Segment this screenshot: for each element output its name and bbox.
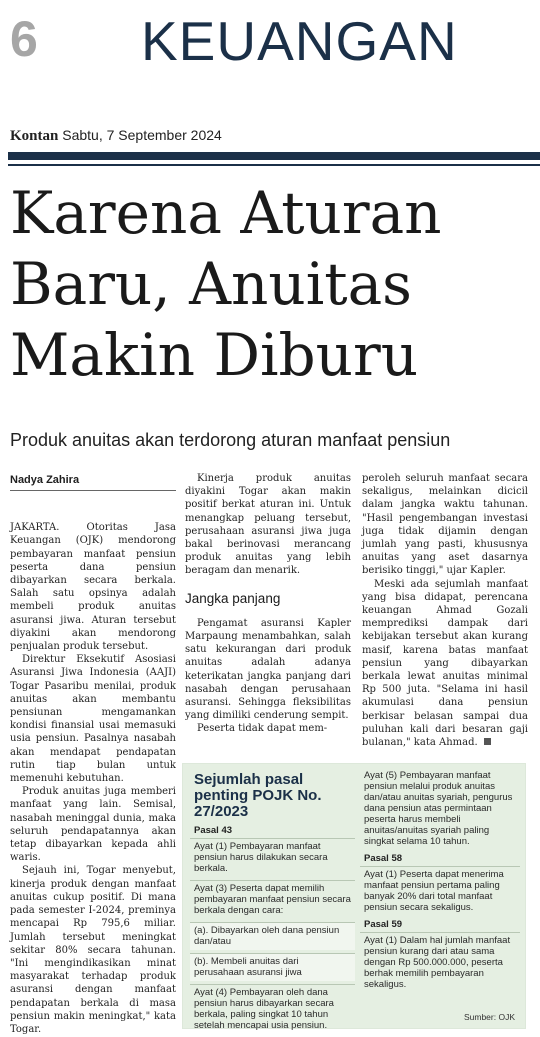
page-number: 6 (10, 11, 38, 67)
article-column-3 (362, 472, 528, 749)
pasal-heading: Pasal 59 (364, 919, 403, 930)
paragraph: Sejauh ini, Togar menyebut, kinerja produk dengan manfaat anuitas cukup positif. Di mana pada semester I-2024, preminya mencapai Rp 795,6 miliar. Jumlah tersebut meningkat sekitar 80% secara tahunan. "Ini mengindikasikan minat masyarakat terhadap produk asuransi dengan manfaat pendapatan berkala di masa pensiun makin meningkat," kata Togar. (10, 865, 176, 1035)
ayat-item: Ayat (4) Pembayaran oleh dana pensiun harus dibayarkan secara berkala, paling singkat 10 tahun setelah mencapai usia pensiun. (190, 984, 355, 1034)
ayat-item: Ayat (3) Peserta dapat memilih pembayaran manfaat pensiun secara berkala dengan cara: (190, 880, 355, 919)
ayat-item: Ayat (5) Pembayaran manfaat pensiun melalui produk anuitas dan/atau anuitas syariah, pengurus dana pensiun atas permintaan peserta harus membeli anuitas/anuitas syariah paling singkat selama 10 tahun. (364, 770, 513, 847)
article-column-2 (185, 472, 351, 736)
infobox-column-left (190, 825, 355, 1037)
paragraph (362, 578, 528, 750)
ayat-subitem: (b). Membeli anuitas dari perusahaan asuransi jiwa (190, 953, 355, 981)
paragraph-text: Meski ada sejumlah manfaat yang bisa didapat, perencana keuangan Ahmad Gozali memprediksi dampak dari kebijakan tersebut akan kurang masif, karena batas manfaat pensiun yang dibayarkan berkala lewat anuitas minimal Rp 500 juta. "Selama ini hasil akumulasi dana pensiun berkisar belasan sampai dua puluhan kali dari besaran gaji bulanan," kata Ahmad. (362, 578, 528, 749)
ayat-item: Ayat (1) Pembayaran manfaat pensiun harus dilakukan secara berkala. (190, 838, 355, 877)
source-credit: Sumber: OJK (463, 1012, 515, 1022)
publication-date: Sabtu, 7 September 2024 (62, 127, 222, 143)
masthead-rule (8, 152, 540, 160)
infobox (182, 763, 526, 1029)
dateline (10, 127, 222, 145)
ayat-item: Ayat (1) Dalam hal jumlah manfaat pensiun kurang dari atau sama dengan Rp 500.000.000, peserta berhak memilih pembayaran sekaligus. (360, 932, 520, 993)
section-title: KEUANGAN (141, 10, 458, 72)
pasal-heading: Pasal 58 (364, 853, 403, 864)
end-mark-icon (484, 738, 491, 745)
paragraph: JAKARTA. Otoritas Jasa Keuangan (OJK) mendorong pembayaran manfaat pensiun peserta dana pensiun dibayarkan secara berkala. Salah satu opsinya adalah membeli produk anuitas asuransi jiwa. Aturan tersebut diyakini akan mendorong penjualan produk tersebut. (10, 522, 176, 653)
subhead: Jangka panjang (185, 590, 281, 606)
paragraph: peroleh seluruh manfaat secara sekaligus, melainkan dicicil dalam jangka waktu tahunan. "Hasil pengembangan investasi juga tidak dijamin dengan jumlah yang pasti, khususnya anuitas yang aset dasarnya berisiko tinggi," ujar Kapler. (362, 473, 528, 577)
deck: Produk anuitas akan terdorong aturan manfaat pensiun (10, 430, 451, 450)
headline: Karena Aturan Baru, Anuitas Makin Diburu (10, 179, 442, 389)
masthead-rule-thin (8, 164, 540, 166)
infobox-title: Sejumlah pasal penting POJK No. 27/2023 (194, 771, 322, 820)
ayat-subitem: (a). Dibayarkan oleh dana pensiun dan/atau (190, 922, 355, 950)
ayat-item: Ayat (1) Peserta dapat menerima manfaat pensiun pertama paling banyak 20% dari total manfaat pensiun secara sekaligus. (360, 866, 520, 916)
publication-name: Kontan (10, 128, 59, 144)
article-column-1 (10, 474, 176, 1036)
paragraph: Direktur Eksekutif Asosiasi Asuransi Jiwa Indonesia (AAJI) Togar Pasaribu menilai, produk anuitas akan membantu pensiunan mengamankan kondisi finansial usai memasuki usia pensiun. Pasalnya nasabah akan mendapat pendapatan rutin tiap bulan untuk memenuhi kebutuhan. (10, 654, 176, 785)
paragraph: Kinerja produk anuitas diyakini Togar akan makin positif berkat aturan ini. Untuk menangkap peluang tersebut, perusahaan asuransi jiwa juga bakal berinovasi merancang produk anuitas yang lebih beragam dan menarik. (185, 473, 351, 577)
paragraph: Pengamat asuransi Kapler Marpaung menambahkan, salah satu kekurangan dari produk anuitas adalah adanya keterikatan jangka panjang dari nasabah dengan perusahaan asuransi. Sehingga fleksibilitas yang dimiliki cenderung sempit. (185, 617, 351, 722)
infobox-column-right (360, 768, 520, 996)
paragraph: Peserta tidak dapat mem- (197, 723, 328, 735)
pasal-heading: Pasal 43 (194, 825, 233, 836)
byline: Nadya Zahira (10, 474, 176, 491)
paragraph: Produk anuitas juga memberi manfaat yang lain. Semisal, nasabah meninggal dunia, maka seluruh pendapatannya akan tetap dibayarkan kepada ahli waris. (10, 786, 176, 864)
